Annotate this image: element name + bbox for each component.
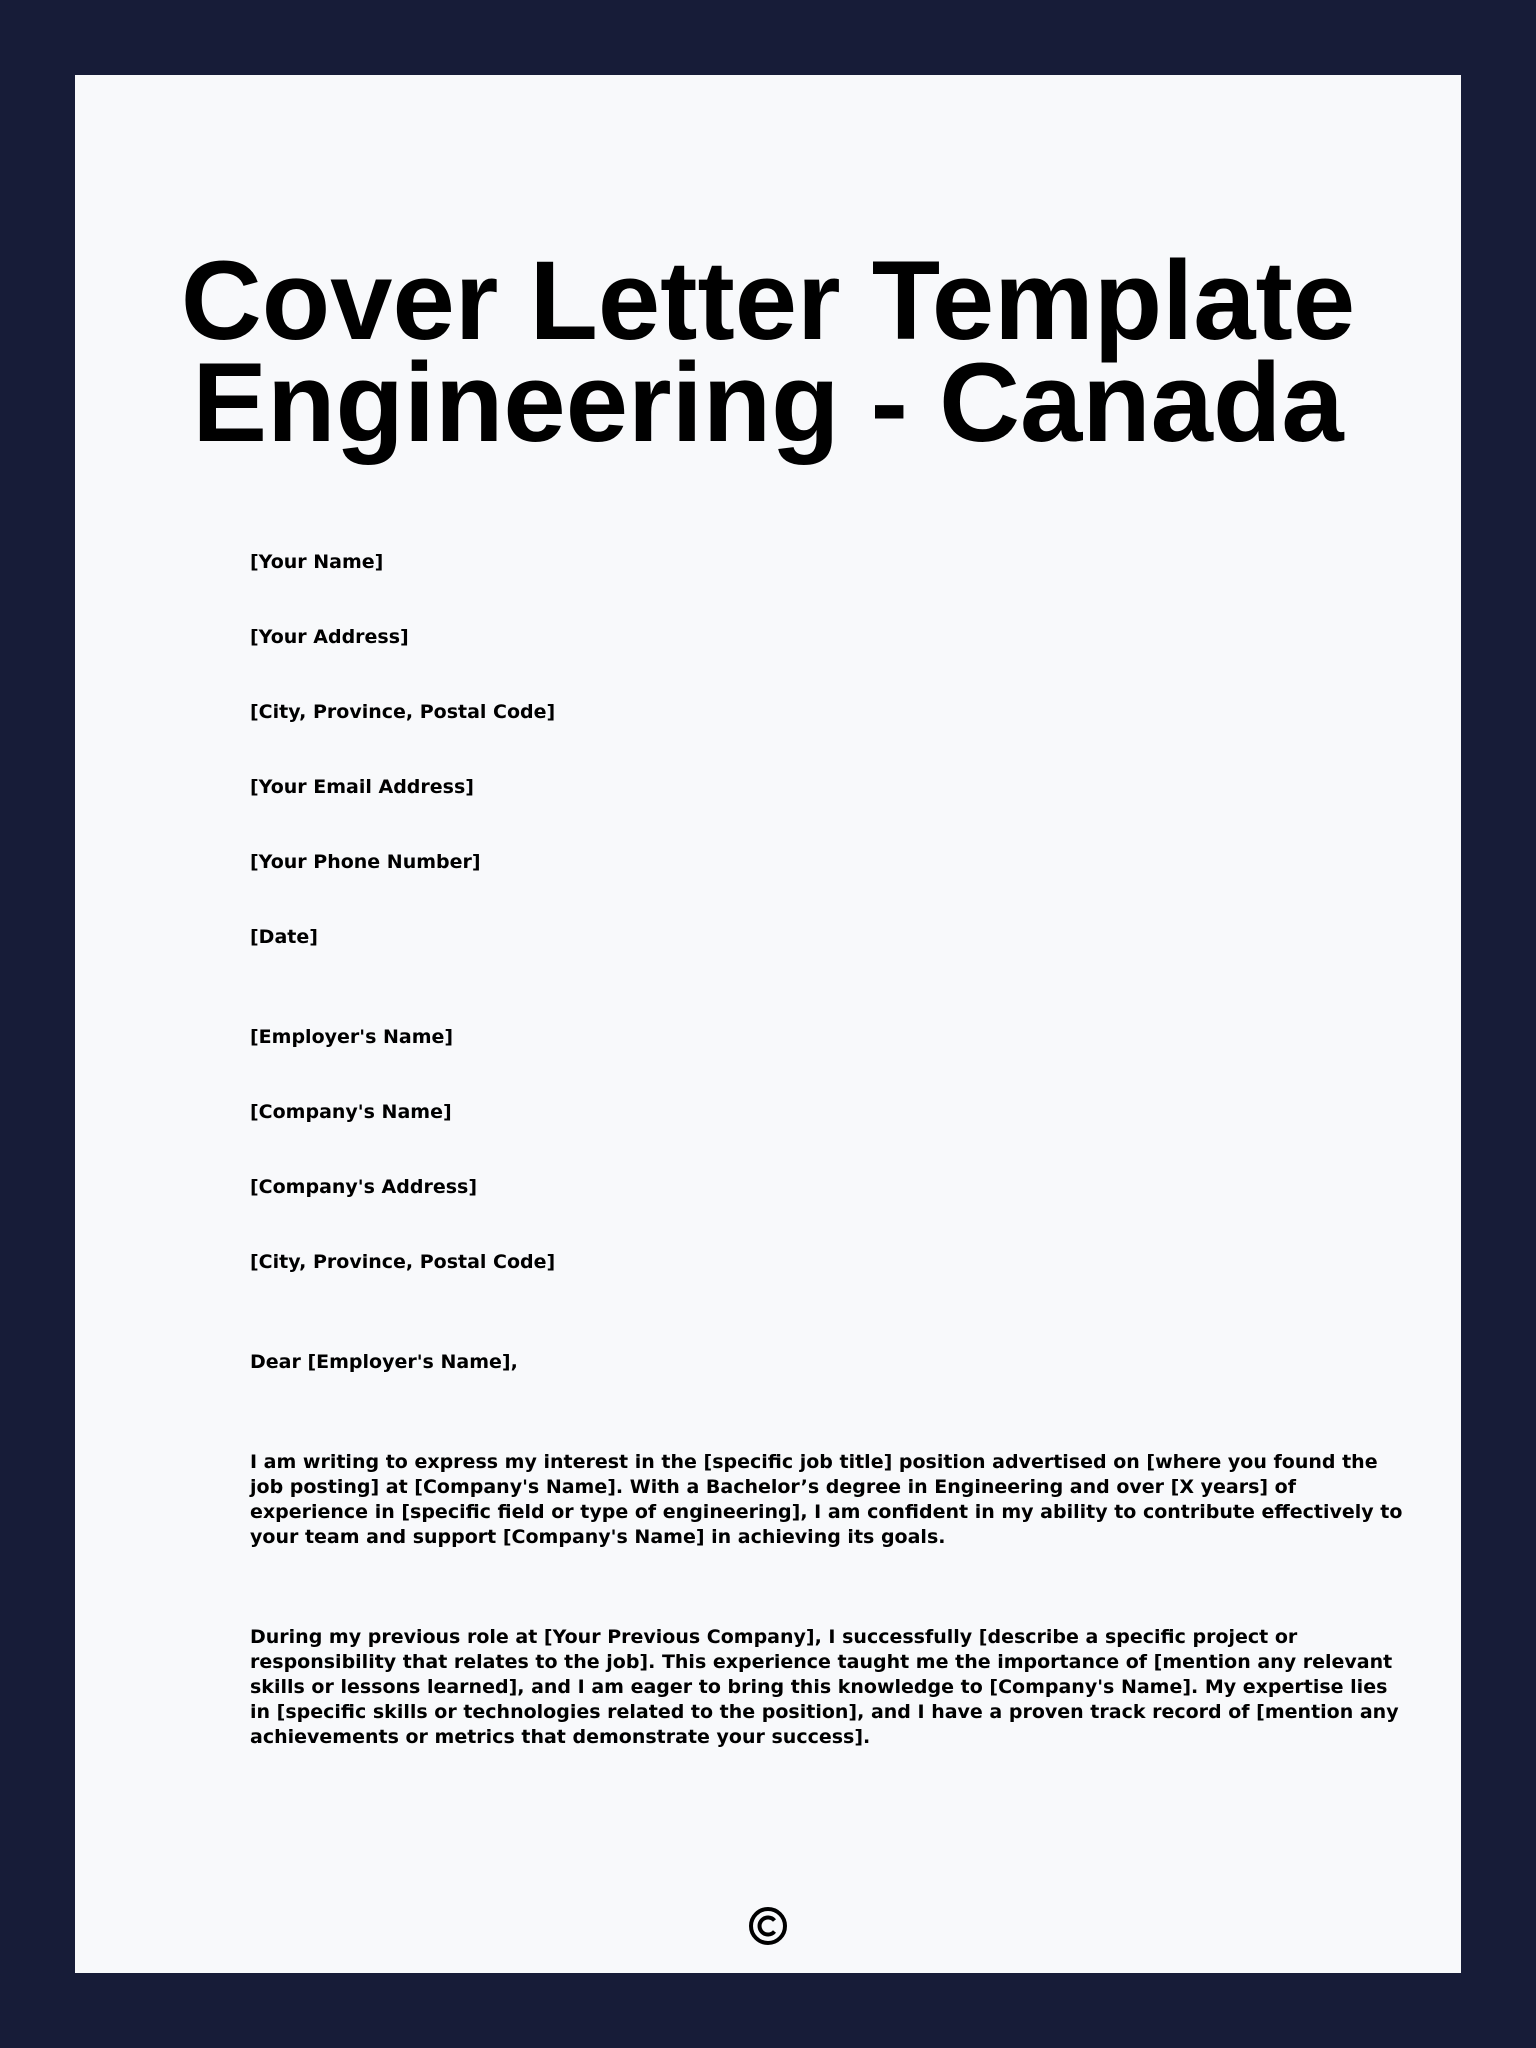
sender-phone: [Your Phone Number]	[250, 851, 481, 873]
paragraph-1-line: your team and support [Company's Name] in achieving its goals.	[250, 1526, 946, 1548]
paragraph-2-line: in [specific skills or technologies related to the position], and I have a proven track record of [mention any	[250, 1701, 1399, 1723]
recipient-city: [City, Province, Postal Code]	[250, 1251, 556, 1273]
body-paragraph-2	[250, 1625, 1399, 1750]
paragraph-1-line: experience in [specific field or type of engineering], I am confident in my ability to contribute effectively to	[250, 1501, 1403, 1523]
document-title	[0, 238, 1536, 465]
sender-email: [Your Email Address]	[250, 776, 474, 798]
sender-address: [Your Address]	[250, 626, 409, 648]
recipient-company-address: [Company's Address]	[250, 1176, 478, 1198]
body-paragraph-1	[250, 1450, 1403, 1550]
title-line-2: Engineering - Canada	[192, 340, 1344, 465]
paragraph-1-line: I am writing to express my interest in the [specific job title] position advertised on [where you found the	[250, 1451, 1378, 1473]
paragraph-2-line: responsibility that relates to the job]. This experience taught me the importance of [mention any relevant	[250, 1651, 1393, 1673]
paragraph-2-line: achievements or metrics that demonstrate your success].	[250, 1726, 871, 1748]
letter-date: [Date]	[250, 926, 318, 948]
title-line-1: Cover Letter Template	[180, 238, 1356, 363]
sender-city: [City, Province, Postal Code]	[250, 701, 556, 723]
salutation: Dear [Employer's Name],	[250, 1351, 518, 1373]
paragraph-2-line: During my previous role at [Your Previous Company], I successfully [describe a specific project or	[250, 1626, 1298, 1648]
copyright-icon	[748, 1906, 788, 1946]
recipient-employer-name: [Employer's Name]	[250, 1026, 454, 1048]
paragraph-1-line: job posting] at [Company's Name]. With a Bachelor’s degree in Engineering and over [X years] of	[250, 1476, 1296, 1498]
paragraph-2-line: skills or lessons learned], and I am eager to bring this knowledge to [Company's Name]. My expertise lies	[250, 1676, 1388, 1698]
recipient-company-name: [Company's Name]	[250, 1101, 452, 1123]
sender-name: [Your Name]	[250, 551, 384, 573]
